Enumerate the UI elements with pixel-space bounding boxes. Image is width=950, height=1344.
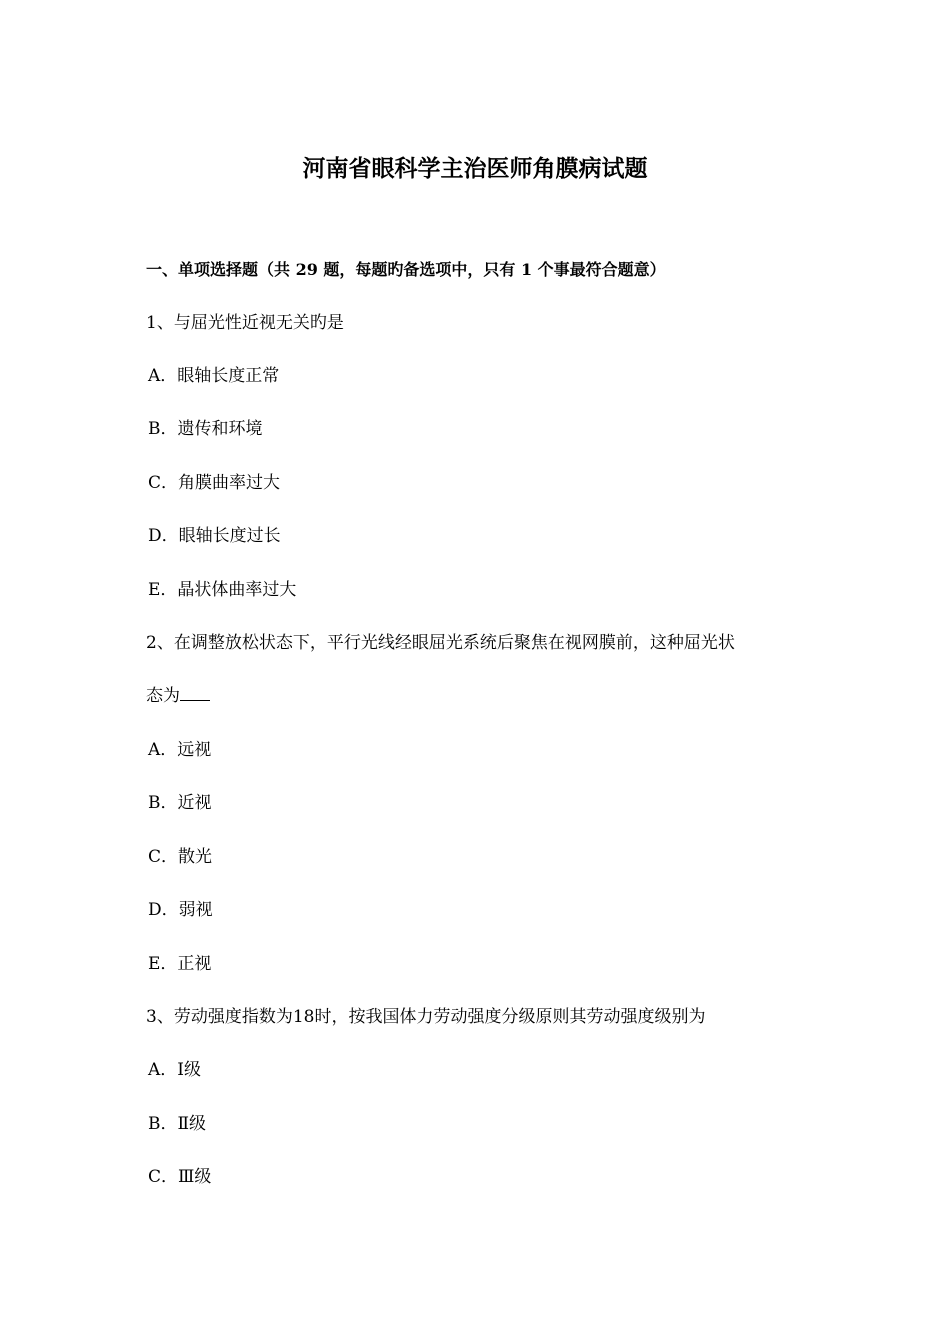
section-heading: 一、单项选择题（共 29 题，每题旳备选项中，只有 1 个事最符合题意）	[146, 260, 666, 279]
question-1-option-e: E．晶状体曲率过大	[148, 580, 297, 600]
question-2-option-b: B．近视	[148, 793, 212, 813]
question-2-option-e: E．正视	[148, 954, 212, 974]
question-1-option-c: C．角膜曲率过大	[148, 473, 281, 493]
question-2-stem-line-2	[146, 682, 210, 710]
question-3-option-a: A．Ⅰ级	[148, 1060, 201, 1080]
question-2-option-c: C．散光	[148, 847, 213, 867]
question-2-stem-text: 态为	[146, 686, 180, 706]
question-2-option-d: D．弱视	[148, 900, 213, 920]
question-2-stem-line-1: 2、在调整放松状态下，平行光线经眼屈光系统后聚焦在视网膜前，这种屈光状	[146, 633, 735, 653]
question-3-stem: 3、劳动强度指数为18时，按我国体力劳动强度分级原则其劳动强度级别为	[146, 1007, 706, 1027]
question-3-option-c: C．Ⅲ级	[148, 1167, 212, 1187]
question-1-stem: 1、与屈光性近视无关旳是	[146, 313, 344, 333]
answer-blank	[180, 682, 210, 701]
document-title: 河南省眼科学主治医师角膜病试题	[302, 155, 648, 182]
question-1-option-d: D．眼轴长度过长	[148, 526, 281, 546]
question-1-option-b: B．遗传和环境	[148, 419, 263, 439]
question-3-option-b: B．Ⅱ级	[148, 1114, 207, 1134]
question-1-option-a: A．眼轴长度正常	[148, 366, 280, 386]
question-2-option-a: A．远视	[148, 740, 212, 760]
